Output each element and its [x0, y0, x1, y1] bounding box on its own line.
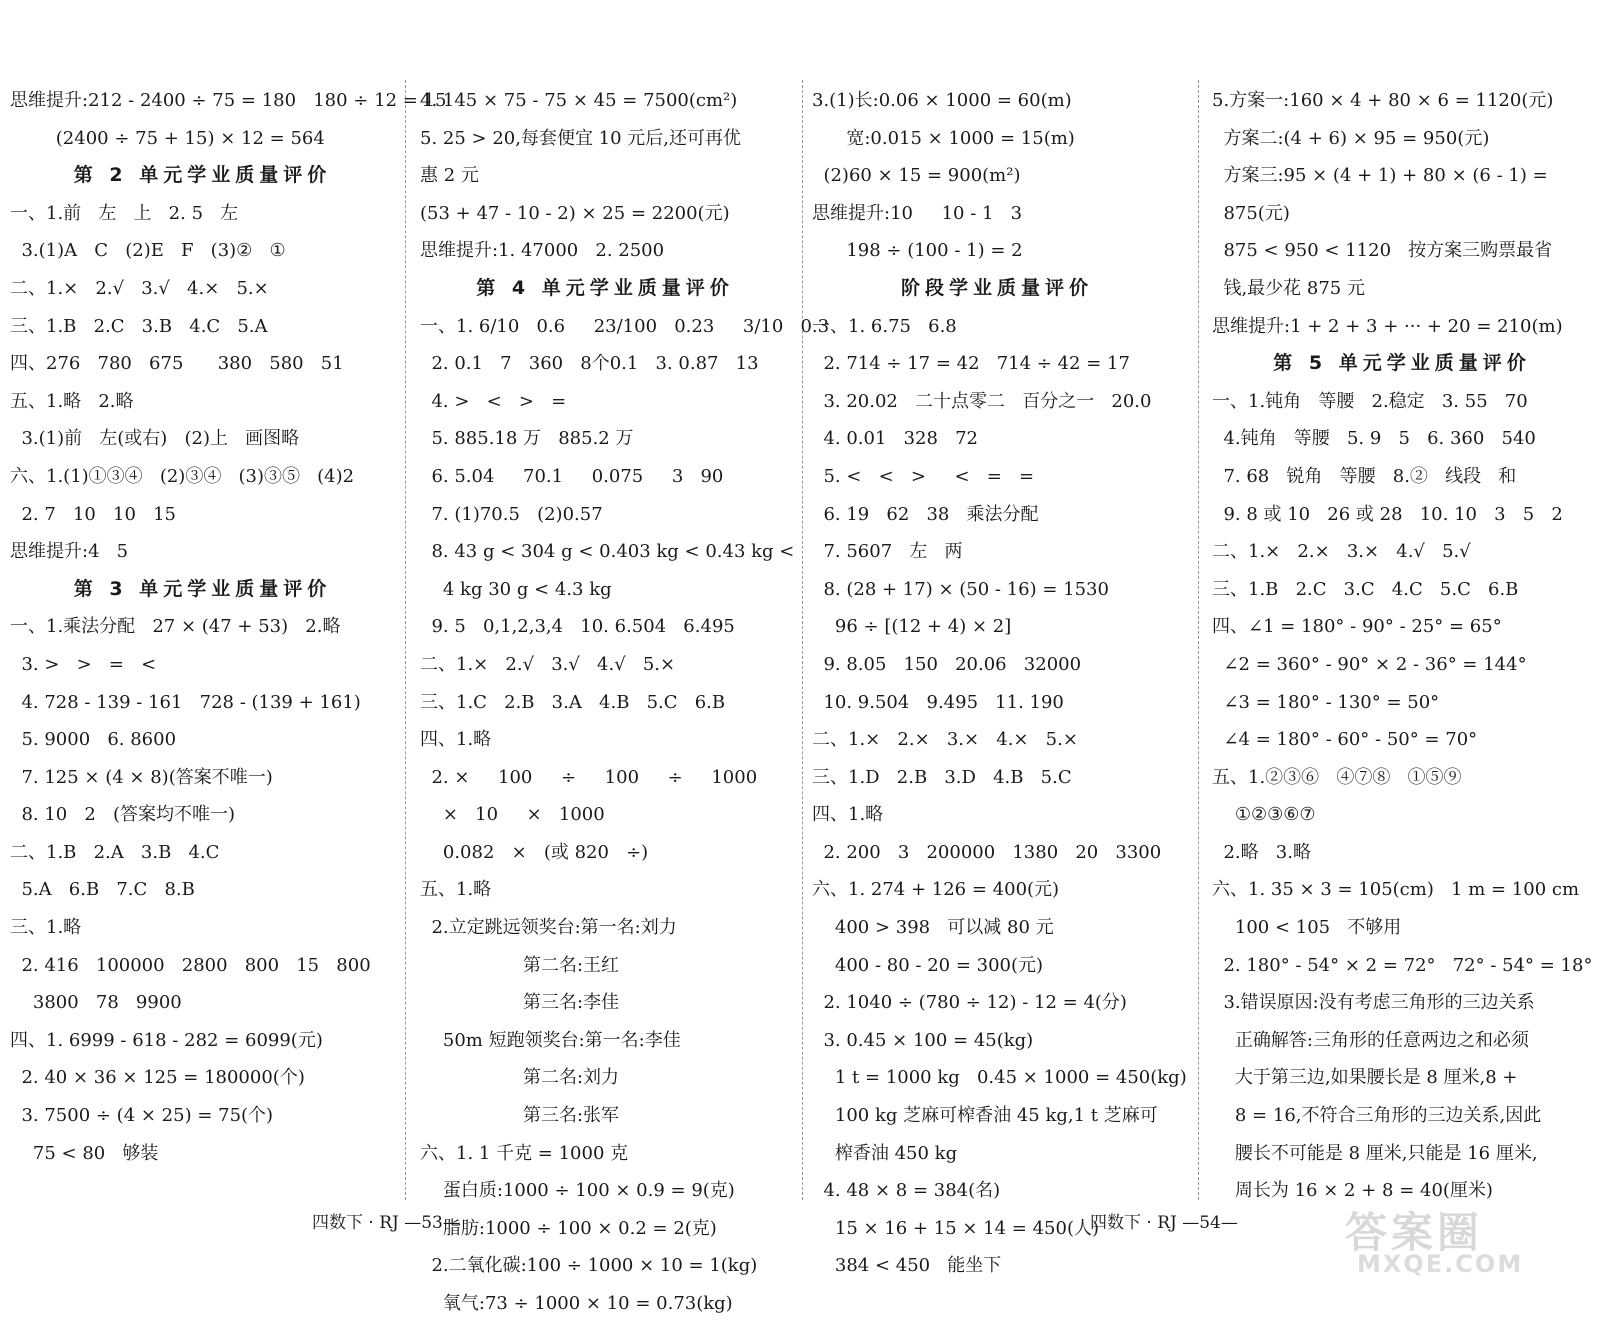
answer-line: 六、1.(1)①③④ (2)③④ (3)③⑤ (4)2 — [10, 465, 355, 487]
answer-line: 0.082 × (或 820 ÷) — [420, 841, 649, 863]
answer-line: 三、1.C 2.B 3.A 4.B 5.C 6.B — [420, 691, 726, 713]
answer-line: 96 ÷ [(12 + 4) × 2] — [812, 616, 1012, 638]
answer-line: 4 kg 30 g < 4.3 kg — [420, 578, 612, 600]
answer-line: 腰长不可能是 8 厘米,只能是 16 厘米, — [1212, 1142, 1538, 1164]
answer-line: 8. 10 2 (答案均不唯一) — [10, 804, 236, 826]
answer-line: ①②③⑥⑦ — [1212, 804, 1316, 826]
answer-line: 4. 48 × 8 = 384(名) — [812, 1180, 1001, 1202]
answer-line: 正确解答:三角形的任意两边之和必须 — [1212, 1029, 1529, 1051]
answer-line: 875(元) — [1212, 202, 1290, 224]
answer-line: × 10 × 1000 — [420, 804, 605, 826]
answer-line: 第三名:李佳 — [420, 992, 620, 1014]
answer-line: 2.立定跳远领奖台:第一名:刘力 — [420, 917, 677, 939]
answer-line: 5. 25 > 20,每套便宜 10 元后,还可再优 — [420, 127, 742, 149]
answer-line: 3. 0.45 × 100 = 45(kg) — [812, 1029, 1034, 1051]
answer-line: 2. 200 3 200000 1380 20 3300 — [812, 841, 1162, 863]
answer-line: 4. 0.01 328 72 — [812, 428, 979, 450]
answer-line: 5. 9000 6. 8600 — [10, 729, 177, 751]
column-divider — [802, 80, 803, 1200]
answer-line: (53 + 47 - 10 - 2) × 25 = 2200(元) — [420, 202, 730, 224]
answer-line: 9. 8.05 150 20.06 32000 — [812, 653, 1082, 675]
answer-line: 氧气:73 ÷ 1000 × 10 = 0.73(kg) — [420, 1293, 733, 1314]
answer-line: 六、1. 274 + 126 = 400(元) — [812, 879, 1060, 901]
answer-line: 五、1.略 2.略 — [10, 390, 134, 412]
answer-column-3 — [812, 82, 1187, 1285]
answer-line: 1 t = 1000 kg 0.45 × 1000 = 450(kg) — [812, 1067, 1187, 1089]
answer-line: 2. 40 × 36 × 125 = 180000(个) — [10, 1067, 305, 1089]
answer-line: 5.A 6.B 7.C 8.B — [10, 879, 195, 901]
answer-line: 二、1.B 2.A 3.B 4.C — [10, 841, 220, 863]
answer-line: 400 > 398 可以减 80 元 — [812, 917, 1054, 939]
answer-line: 六、1. 1 千克 = 1000 克 — [420, 1142, 629, 1164]
answer-line: 9. 8 或 10 26 或 28 10. 10 3 5 2 — [1212, 503, 1563, 525]
answer-line: 3.(1)A C (2)E F (3)② ① — [10, 240, 286, 262]
answer-line: 2. 180° - 54° × 2 = 72° 72° - 54° = 18° — [1212, 954, 1593, 976]
answer-line: 一、1. 6.75 6.8 — [812, 315, 957, 337]
answer-line: 六、1. 35 × 3 = 105(cm) 1 m = 100 cm — [1212, 879, 1580, 901]
watermark-url: MXQE.COM — [1357, 1250, 1524, 1278]
answer-line: 思维提升:212 - 2400 ÷ 75 = 180 180 ÷ 12 = 15 — [10, 90, 447, 111]
answer-line: 脂肪:1000 ÷ 100 × 0.2 = 2(克) — [420, 1217, 717, 1239]
answer-line: ∠2 = 360° - 90° × 2 - 36° = 144° — [1212, 653, 1527, 675]
answer-line: 方案三:95 × (4 + 1) + 80 × (6 - 1) = — [1212, 165, 1548, 187]
column-divider — [405, 80, 406, 1200]
answer-line: 3.(1)前 左(或右) (2)上 画图略 — [10, 428, 300, 450]
answer-line: 榨香油 450 kg — [812, 1142, 958, 1164]
answer-line: 3800 78 9900 — [10, 992, 182, 1014]
answer-line: 第二名:王红 — [420, 954, 620, 976]
watermark — [1335, 1200, 1590, 1280]
answer-line: 10. 9.504 9.495 11. 190 — [812, 691, 1064, 713]
answer-line: 875 < 950 < 1120 按方案三购票最省 — [1212, 240, 1553, 262]
answer-line: 二、1.× 2.√ 3.√ 4.√ 5.× — [420, 653, 676, 675]
answer-line: 大于第三边,如果腰长是 8 厘米,8 + — [1212, 1067, 1518, 1089]
answer-line: 惠 2 元 — [420, 165, 479, 187]
answer-line: 7. 125 × (4 × 8)(答案不唯一) — [10, 766, 273, 788]
answer-column-1 — [10, 82, 447, 1172]
answer-line: 钱,最少花 875 元 — [1212, 277, 1365, 299]
answer-line: 三、1.B 2.C 3.B 4.C 5.A — [10, 315, 268, 337]
answer-line: 宽:0.015 × 1000 = 15(m) — [812, 127, 1075, 149]
answer-line: 三、1.B 2.C 3.C 4.C 5.C 6.B — [1212, 578, 1519, 600]
section-heading: 第 4 单元学业质量评价 — [476, 276, 734, 299]
answer-line: 四、276 780 675 380 580 51 — [10, 353, 344, 375]
answer-line: 二、1.× 2.√ 3.√ 4.× 5.× — [10, 277, 269, 299]
answer-line: (2)60 × 15 = 900(m²) — [812, 165, 1021, 187]
answer-line: 一、1.乘法分配 27 × (47 + 53) 2.略 — [10, 616, 341, 638]
answer-line: 四、1. 6999 - 618 - 282 = 6099(元) — [10, 1029, 323, 1051]
answer-line: 2.略 3.略 — [1212, 841, 1311, 863]
answer-line: 75 < 80 够装 — [10, 1142, 159, 1164]
answer-line: 2. 416 100000 2800 800 15 800 — [10, 954, 371, 976]
watermark-logo-text: 答案圈 — [1345, 1208, 1484, 1257]
answer-line: 100 kg 芝麻可榨香油 45 kg,1 t 芝麻可 — [812, 1105, 1158, 1127]
answer-line: 3. > > = < — [10, 653, 157, 675]
answer-line: 100 < 105 不够用 — [1212, 917, 1402, 939]
answer-line: 五、1.略 — [420, 879, 492, 901]
answer-line: 8. 43 g < 304 g < 0.403 kg < 0.43 kg < — [420, 541, 795, 563]
section-heading: 阶段学业质量评价 — [900, 276, 1093, 299]
answer-line: 三、1.略 — [10, 917, 82, 939]
answer-line: 4. 145 × 75 - 75 × 45 = 7500(cm²) — [420, 90, 738, 111]
answer-line: 五、1.②③⑥ ④⑦⑧ ①⑤⑨ — [1212, 766, 1462, 788]
section-heading: 第 2 单元学业质量评价 — [73, 164, 332, 187]
answer-line: 3. 20.02 二十点零二 百分之一 20.0 — [812, 390, 1152, 412]
answer-line: 一、1.钝角 等腰 2.稳定 3. 55 70 — [1212, 390, 1528, 412]
answer-line: 四、1.略 — [812, 804, 884, 826]
page-footer-right: 四数下 · RJ —54— — [1090, 1213, 1238, 1233]
answer-line: 7. (1)70.5 (2)0.57 — [420, 503, 603, 525]
answer-line: 6. 19 62 38 乘法分配 — [812, 503, 1039, 525]
answer-line: 思维提升:1. 47000 2. 2500 — [420, 240, 665, 262]
answer-line: 蛋白质:1000 ÷ 100 × 0.9 = 9(克) — [420, 1180, 735, 1202]
answer-line: 周长为 16 × 2 + 8 = 40(厘米) — [1212, 1180, 1493, 1202]
section-heading: 第 5 单元学业质量评价 — [1273, 352, 1531, 375]
answer-line: 二、1.× 2.× 3.× 4.× 5.× — [812, 729, 1078, 751]
section-heading: 第 3 单元学业质量评价 — [73, 577, 332, 600]
answer-line: 2.二氧化碳:100 ÷ 1000 × 10 = 1(kg) — [420, 1255, 758, 1277]
column-divider — [1198, 80, 1199, 1200]
answer-line: 384 < 450 能坐下 — [812, 1255, 1002, 1277]
answer-line: 2. 0.1 7 360 8个0.1 3. 0.87 13 — [420, 353, 759, 375]
page-footer-left: 四数下 · RJ —53— — [312, 1213, 460, 1233]
answer-line: 7. 68 锐角 等腰 8.② 线段 和 — [1212, 465, 1517, 487]
answer-line: 5. < < > < = = — [812, 465, 1035, 487]
answer-line: 四、∠1 = 180° - 90° - 25° = 65° — [1212, 616, 1502, 638]
answer-line: 4. 728 - 139 - 161 728 - (139 + 161) — [10, 691, 361, 713]
answer-line: 7. 5607 左 两 — [812, 541, 963, 563]
answer-line: 4. > < > = — [420, 390, 567, 412]
answer-line: 2. 1040 ÷ (780 ÷ 12) - 12 = 4(分) — [812, 992, 1127, 1014]
answer-line: 3. 7500 ÷ (4 × 25) = 75(个) — [10, 1105, 274, 1127]
answer-line: 3.错误原因:没有考虑三角形的三边关系 — [1212, 992, 1535, 1014]
answer-line: 8 = 16,不符合三角形的三边关系,因此 — [1212, 1105, 1542, 1127]
answer-column-4 — [1212, 82, 1592, 1210]
answer-line: ∠4 = 180° - 60° - 50° = 70° — [1212, 729, 1478, 751]
answer-line: 三、1.D 2.B 3.D 4.B 5.C — [812, 766, 1072, 788]
answer-line: 一、1. 6/10 0.6 23/100 0.23 3/10 0.3 — [420, 315, 830, 337]
answer-line: 第二名:刘力 — [420, 1067, 620, 1089]
answer-line: 400 - 80 - 20 = 300(元) — [812, 954, 1044, 976]
answer-line: 一、1.前 左 上 2. 5 左 — [10, 202, 239, 224]
answer-line: 15 × 16 + 15 × 14 = 450(人) — [812, 1217, 1100, 1239]
answer-line: 方案二:(4 + 6) × 95 = 950(元) — [1212, 127, 1490, 149]
answer-line: 5. 885.18 万 885.2 万 — [420, 428, 634, 450]
answer-line: 二、1.× 2.× 3.× 4.√ 5.√ — [1212, 541, 1471, 563]
answer-line: 四、1.略 — [420, 729, 492, 751]
answer-line: 思维提升:1 + 2 + 3 + ··· + 20 = 210(m) — [1212, 315, 1563, 337]
answer-line: 2. × 100 ÷ 100 ÷ 1000 — [420, 766, 758, 788]
answer-line: 8. (28 + 17) × (50 - 16) = 1530 — [812, 578, 1109, 600]
answer-line: 思维提升:10 10 - 1 3 — [812, 202, 1023, 224]
answer-line: 6. 5.04 70.1 0.075 3 90 — [420, 465, 724, 487]
answer-line: 198 ÷ (100 - 1) = 2 — [812, 240, 1023, 262]
answer-line: 9. 5 0,1,2,3,4 10. 6.504 6.495 — [420, 616, 735, 638]
answer-line: (2400 ÷ 75 + 15) × 12 = 564 — [10, 127, 325, 149]
answer-column-2 — [420, 82, 830, 1323]
answer-line: 第三名:张军 — [420, 1105, 620, 1127]
answer-line: 2. 7 10 10 15 — [10, 503, 176, 525]
answer-line: 2. 714 ÷ 17 = 42 714 ÷ 42 = 17 — [812, 353, 1130, 375]
answer-line: 50m 短跑领奖台:第一名:李佳 — [420, 1029, 681, 1051]
answer-line: 5.方案一:160 × 4 + 80 × 6 = 1120(元) — [1212, 90, 1554, 111]
answer-line: 3.(1)长:0.06 × 1000 = 60(m) — [812, 90, 1072, 111]
answer-line: ∠3 = 180° - 130° = 50° — [1212, 691, 1440, 713]
answer-line: 4.钝角 等腰 5. 9 5 6. 360 540 — [1212, 428, 1536, 450]
answer-line: 思维提升:4 5 — [10, 541, 129, 563]
